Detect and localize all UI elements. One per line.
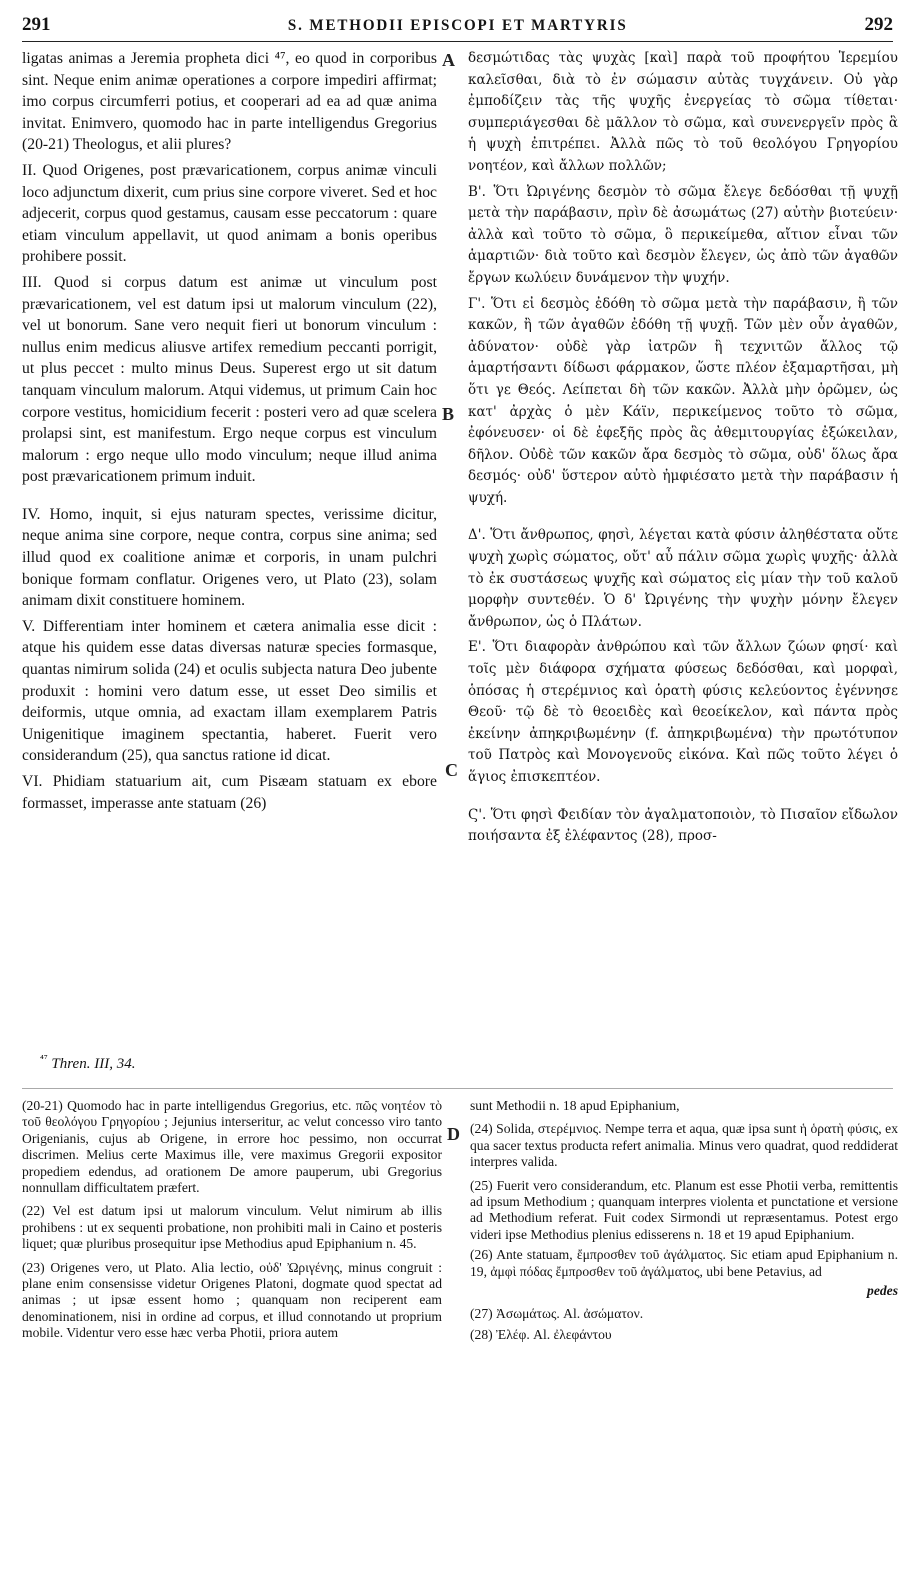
greek-paragraph: Δ'. Ὅτι ἄνθρωπος, φησὶ, λέγεται κατὰ φύσιν ἀληθέστατα οὔτε ψυχὴ χωρὶς σώματος, οὔτ' αὖ πάλιν σῶμα χωρὶς ψυχῆς· ἀλλὰ τὸ ἐκ συστάσεως ψυχῆς καὶ σώματος εἰς μίαν τὴν τοῦ καλοῦ μορφὴν συντεθέν. Ὁ δ' Ὠριγένης τὴν ψυχὴν μόνην ἔλεγεν ἄνθρωπον, ὡς ὁ Πλάτων. <box>468 527 898 630</box>
section-letter-c: C <box>445 760 458 780</box>
footnote: (25) Fuerit vero considerandum, etc. Planum est esse Photii verba, remittentis ad ipsum Methodium ; quanquam interpres violenta et punctatione et versione ad Methodium referat. Fuit codex Sirmondi ut repræsentamus. Potest ergo videri ipse Methodius plenius edisserens n. 18 et 19 apud Epiphanium. <box>470 1177 898 1242</box>
footnote: (22) Vel est datum ipsi ut malorum vinculum. Velut nimirum ab illis prohibens : ut ex sequenti probatione, non prohibiti mali in Caino et posteris liquet; quæ pluribus prosequitur ipse Methodius apud Epiphanium n. 45. <box>22 1203 442 1252</box>
page-number-right: 292 <box>864 14 893 35</box>
latin-paragraph: II. Quod Origenes, post prævaricationem, corpus animæ vinculi loco adjunctum dixerit, cum prius sine corpore viveret. Sed et hoc adjecerit, corpus quod gestamus, causam esse peccatorum : quare etiam vinculum appellavit, ut quod animam a bonis operibus prohibere possit. <box>22 161 437 266</box>
latin-paragraph: VI. Phidiam statuarium ait, cum Pisæam statuam ex ebore formasset, imperasse ante statuam (26) <box>22 773 437 812</box>
section-letter-b: B <box>442 404 455 424</box>
footnote: (28) Ἐλέφ. Al. ἐλεφάντου <box>470 1326 612 1342</box>
latin-paragraph: V. Differentiam inter hominem et cætera animalia esse dicit : atque his quidem esse datas diversas naturæ species formasque, quantas nimirum solida (24) et oculis subjecta natura Deo jubente produxit : homini vero datum esse, ut esset Deo similis et deiformis, utque omnia, ad exactam illam exemplarem Patris Unigenitique imaginem spectantia, haberet. Fuerit vero considerandum (25), qua sanctus ratione id dicat. <box>22 617 437 765</box>
footnote: (23) Origenes vero, ut Plato. Alia lectio, οὐδ' Ὠριγένης, minus congruit : plane enim consensisse videtur Origenes Platoni, dogmate quod spectat ad animas ; ut ipsæ essent homo ; quanquam non reciperent eam denominationem, nisi in ordine ad corpus, et illud connotando ut proprium mobile. Videntur vero esse hæc verba Photii, priora autem <box>22 1259 442 1341</box>
footnotes-left <box>22 1098 442 1349</box>
scripture-reference <box>40 1053 135 1073</box>
footnotes-right <box>470 1098 898 1347</box>
running-head <box>22 14 893 38</box>
latin-paragraph: IV. Homo, inquit, si ejus naturam spectes, verissime dicitur, neque anima sine corpore, neque contra, corpus sine anima; sed illud quod ex coalitione animæ et corporis, in unam pulchri bonique formam conflatur. Origenes vero, ut Plato (23), solam animam dixit constituere hominem. <box>22 505 437 610</box>
greek-paragraph: Β'. Ὅτι Ὠριγένης δεσμὸν τὸ σῶμα ἔλεγε δεδόσθαι τῇ ψυχῇ μετὰ τὴν παράβασιν, πρὶν δὲ ἀσωμάτως (27) αὐτὴν βιοτεύειν· ἀλλὰ καὶ τοῦτο τὸ σῶμα, ὃ περικείμεθα, αἴτιον εἶναι τῶν ἁμαρτιῶν· διὰ τοῦτο καὶ δεσμὸν ἔλεγεν, ὡς ἀπὸ τῶν ἀγαθῶν ἔργων κωλύειν δυνάμενον τὴν ψυχήν. <box>468 183 898 286</box>
footnote-rule <box>22 1088 893 1089</box>
section-letter-a: A <box>442 50 455 70</box>
section-letter-d: D <box>447 1124 460 1144</box>
page-number-left: 291 <box>22 14 51 35</box>
greek-paragraph: Γ'. Ὅτι εἰ δεσμὸς ἐδόθη τὸ σῶμα μετὰ τὴν παράβασιν, ἢ τῶν κακῶν, ἢ τῶν ἀγαθῶν ἐδόθη τῇ ψυχῇ. Τῶν μὲν οὖν ἀγαθῶν, ἀδύνατον· οὐδὲ γὰρ ἰατρῶν ἢ τεχνιτῶν ἄλλος τῷ ἁμαρτήσαντι δίδωσι φάρμακον, ὥστε πλέον ἐξαμαρτῆσαι, μὴ ὅτι γε Θεός. Λείπεται δὴ τῶν κακῶν. Ἀλλὰ μὴν ὁρῶμεν, ὡς κατ' ἀρχὰς ὁ μὲν Κάϊν, περικείμενος τοῦτο τὸ σῶμα, ἐφόνευσεν· οἱ δὲ ἐφεξῆς πρὸς ἃς ἀθεμιτουργίας ἐξώκειλαν, δῆλον. Οὐδὲ τῶν κακῶν ἄρα δεσμὸς τὸ σῶμα, οὐδ' ὅλως ἄρα δεσμός· οὐδ' ὕστερον αὐτὸ ἠμφιέσατο μετὰ τὴν παράβασιν ἡ ψυχή. <box>468 295 898 506</box>
footnote: (24) Solida, στερέμνιος. Nempe terra et aqua, quæ ipsa sunt ἡ ὁρατὴ φύσις, ex qua sacer textus producta refert animalia. Minus vero quadrat, quod reddiderat interpres valida. <box>470 1121 898 1170</box>
scripture-text: Thren. III, 34. <box>51 1056 136 1072</box>
catchword: pedes <box>867 1283 898 1299</box>
greek-paragraph: Ε'. Ὅτι διαφορὰν ἀνθρώπου καὶ τῶν ἄλλων ζώων φησί· καὶ τοῖς μὲν διάφορα σχήματα φύσεως δεδόσθαι, καὶ μορφαὶ, ὁπόσας ἡ στερέμνιος καὶ ὁρατὴ φύσις κελεύοντος ἐγέννησε Θεοῦ· τῷ δὲ τὸ θεοειδὲς καὶ θεοείκελον, καὶ πάντα πρὸς ἐκείνην ἀπηκριβωμένην (f. ἀπηκριβωμένα) τὴν πρωτότυπον τοῦ Πατρὸς καὶ Μονογενοῦς εἰκόνα. Καὶ πῶς τοῦτο λέγει ὁ ἅγιος ἐπισκεπτέον. <box>468 639 898 785</box>
running-title: S. METHODII EPISCOPI ET MARTYRIS <box>287 17 628 34</box>
greek-column <box>468 48 898 852</box>
latin-column <box>22 48 437 818</box>
latin-paragraph: III. Quod si corpus datum est animæ ut vinculum post prævaricationem, vel est datum ipsi ut malorum vinculum (22), vel ut bonorum. Sane vero nequit fieri ut bonorum vinculum : nullus enim medicus aliusve artifex remedium peccanti porrigit, ut plus peccet : multo minus Deus. Superest ergo ut sit datum tanquam vinculum malorum. Atqui videmus, ut primum Cain hoc corpore vestitus, homicidium fecerit : posteri vero ad quæ scelera prolapsi sint, est manifestum. Ergo neque corpus est vinculum malorum : ergo neque ullo modo vinculum; neque illud anima post prævaricationem primum induit. <box>22 273 437 486</box>
header-rule <box>22 41 893 42</box>
scripture-mark: ⁴⁷ <box>40 1053 48 1065</box>
footnote: (26) Ante statuam, ἔμπροσθεν τοῦ ἀγάλματος. Sic etiam apud Epiphanium n. 19, ἀμφὶ πόδας ἔμπροσθεν τοῦ ἀγάλματος, ubi bene Petavius, ad <box>470 1247 898 1279</box>
footnote: (27) Ἀσωμάτως. Al. ἀσώματον. <box>470 1306 644 1322</box>
greek-paragraph: Ϛ'. Ὅτι φησὶ Φειδίαν τὸν ἀγαλματοποιὸν, τὸ Πισαῖον εἴδωλον ποιήσαντα ἐξ ἐλέφαντος (28), προσ- <box>468 806 898 845</box>
footnote: sunt Methodii n. 18 apud Epiphanium, <box>470 1098 680 1113</box>
latin-paragraph: ligatas animas a Jeremia propheta dici ⁴⁷, eo quod in corporibus sint. Neque enim animæ operationes a corpore impediri affirmat; imo corpus circumferri potius, et cooperari ad ea ad quæ anima invitat. Enimvero, quomodo hac in parte intelligendus Gregorius (20-21) Theologus, et alii plures? <box>22 50 437 154</box>
footnote: (20-21) Quomodo hac in parte intelligendus Gregorius, etc. πῶς νοητέον τὸ τοῦ θεολόγου Γρηγορίου ; Jejunius interseritur, ac velut concesso viro tanto Origenianis, cujus ab Origene, in errore hoc pessimo, non occurrat discrimen. Melius certe Maximus ille, vere maximus Gregorii expositor propediem edendus, ad orationem De amore pauperum, ubi Gregorius nonnullam difficultatem præfert. <box>22 1098 442 1196</box>
greek-paragraph: δεσμώτιδας τὰς ψυχὰς [καὶ] παρὰ τοῦ προφήτου Ἱερεμίου καλεῖσθαι, διὰ τὸ ἐν σώμασιν αὐτὰς τυγχάνειν. Οὐ γὰρ ἐμποδίζειν τὰς τῆς ψυχῆς ἐνεργείας τὸ σῶμα τίθεται· συμπεριάγεσθαι δὲ μᾶλλον τὸ σῶμα, καὶ συνενεργεῖν πρὸς ἃ ἡ ψυχὴ ἐπιτρέπει. Ἀλλὰ πῶς τὸ τοῦ θεολόγου Γρηγορίου νοητέον, καὶ ἄλλων πολλῶν; <box>468 50 898 174</box>
